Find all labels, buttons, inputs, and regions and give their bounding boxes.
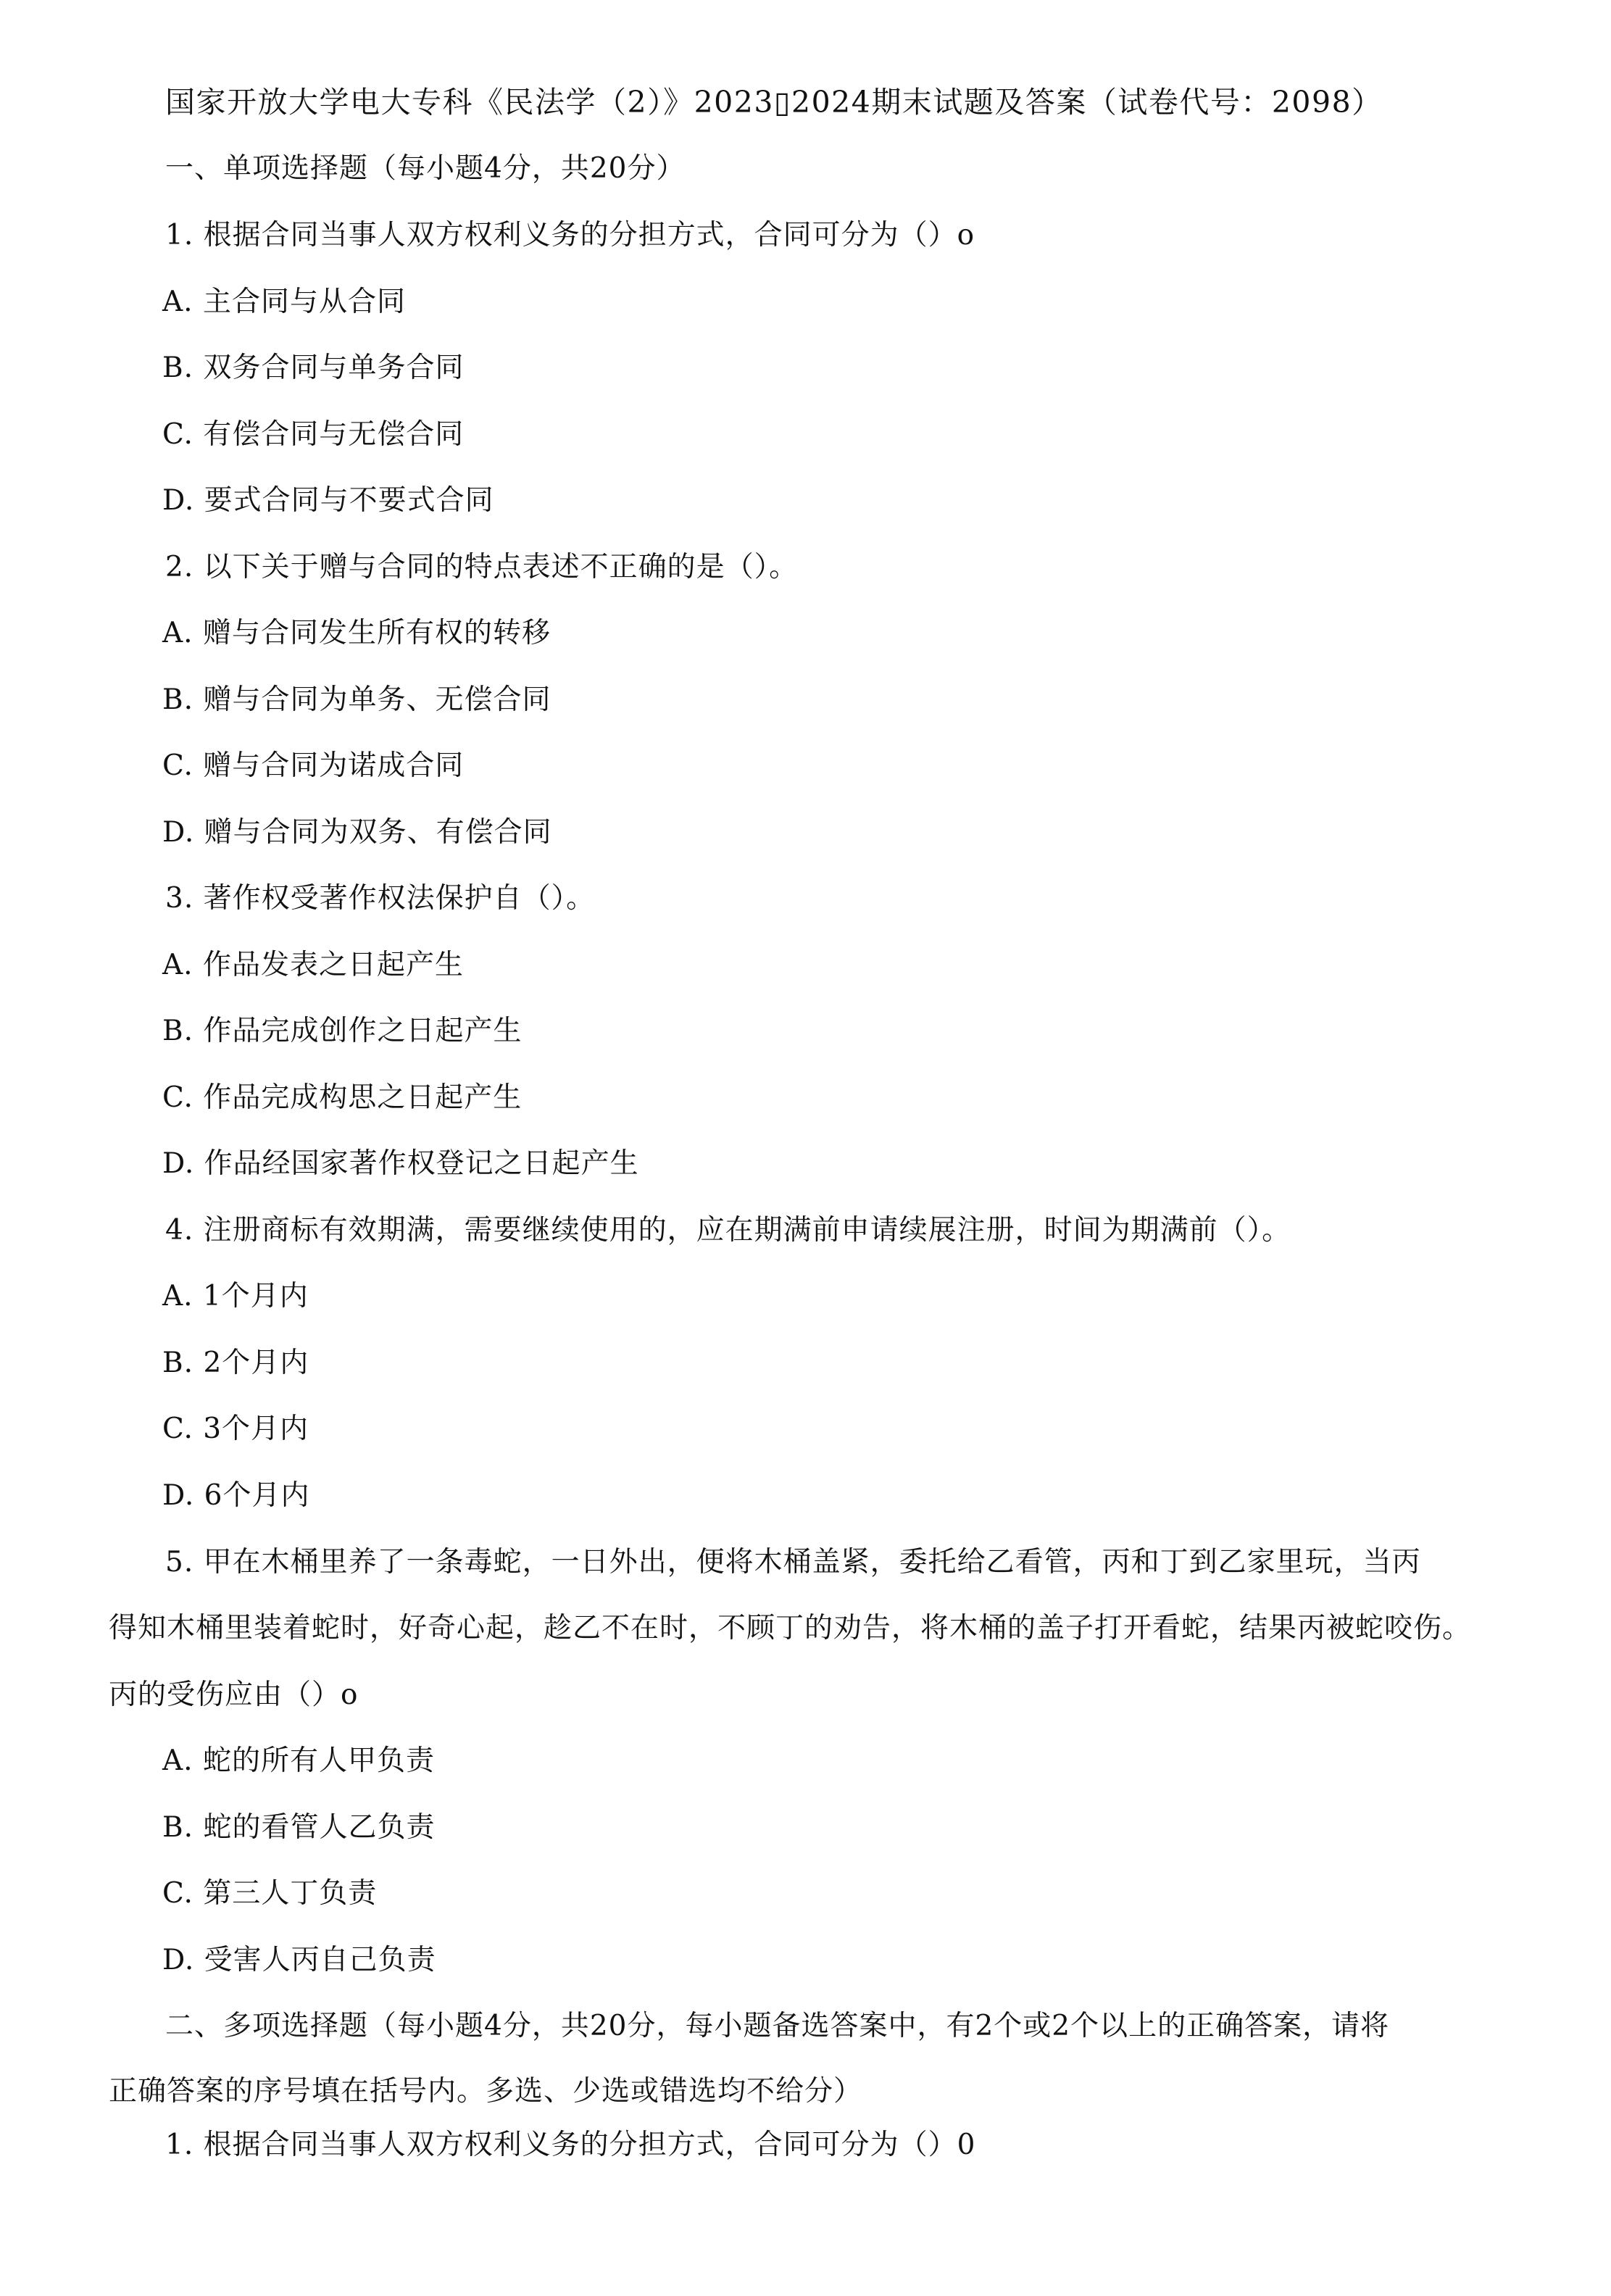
question-stem: 2. 以下关于赠与合同的特点表述不正确的是（）。 [165, 551, 799, 583]
question-stem: 4. 注册商标有效期满，需要继续使用的，应在期满前申请续展注册，时间为期满前（）。 [165, 1214, 1291, 1247]
option-b: B. 赠与合同为单务、无偿合同 [162, 683, 551, 716]
option-d: D. 作品经国家著作权登记之日起产生 [162, 1147, 639, 1180]
option-a: A. 蛇的所有人甲负责 [162, 1744, 435, 1777]
option-c: C. 第三人丁负责 [162, 1877, 378, 1910]
option-d: D. 赠与合同为双务、有偿合同 [162, 816, 552, 849]
question-stem-line: 丙的受伤应由（）o [109, 1679, 359, 1711]
option-c: C. 赠与合同为诺成合同 [162, 749, 465, 782]
option-d: D. 要式合同与不要式合同 [162, 484, 494, 517]
question-stem: 3. 著作权受著作权法保护自（）。 [165, 882, 596, 915]
page-title: 国家开放大学电大专科《民法学（2）》2023▯2024期末试题及答案（试卷代号：2098） [165, 85, 1383, 120]
question-stem-line: 得知木桶里装着蛇时，好奇心起，趁乙不在时，不顾丁的劝告，将木桶的盖子打开看蛇，结果丙被蛇咬伤。 [109, 1612, 1472, 1644]
section-heading-single-choice: 一、单项选择题（每小题4分，共20分） [165, 152, 686, 185]
option-b: B. 双务合同与单务合同 [162, 352, 465, 384]
section-heading-multiple-choice: 二、多项选择题（每小题4分，共20分，每小题备选答案中，有2个或2个以上的正确答案，请将 [165, 2010, 1390, 2042]
option-c: C. 作品完成构思之日起产生 [162, 1081, 523, 1114]
option-b: B. 作品完成创作之日起产生 [162, 1015, 523, 1047]
section-heading-multiple-choice-line2: 正确答案的序号填在括号内。多选、少选或错选均不给分） [109, 2075, 863, 2108]
option-a: A. 主合同与从合同 [162, 286, 406, 318]
option-a: A. 作品发表之日起产生 [162, 949, 464, 981]
option-c: C. 3个月内 [162, 1413, 309, 1445]
option-b: B. 2个月内 [162, 1347, 309, 1379]
question-stem: 1. 根据合同当事人双方权利义务的分担方式，合同可分为（）0 [165, 2129, 976, 2161]
option-a: A. 1个月内 [162, 1280, 309, 1313]
option-d: D. 6个月内 [162, 1479, 310, 1512]
option-a: A. 赠与合同发生所有权的转移 [162, 617, 551, 649]
option-d: D. 受害人丙自己负责 [162, 1944, 436, 1976]
option-c: C. 有偿合同与无偿合同 [162, 418, 465, 451]
option-b: B. 蛇的看管人乙负责 [162, 1811, 436, 1844]
question-stem: 1. 根据合同当事人双方权利义务的分担方式，合同可分为（）o [165, 219, 975, 251]
question-stem-line: 5. 甲在木桶里养了一条毒蛇，一日外出，便将木桶盖紧，委托给乙看管，丙和丁到乙家里玩，当丙 [165, 1546, 1421, 1578]
